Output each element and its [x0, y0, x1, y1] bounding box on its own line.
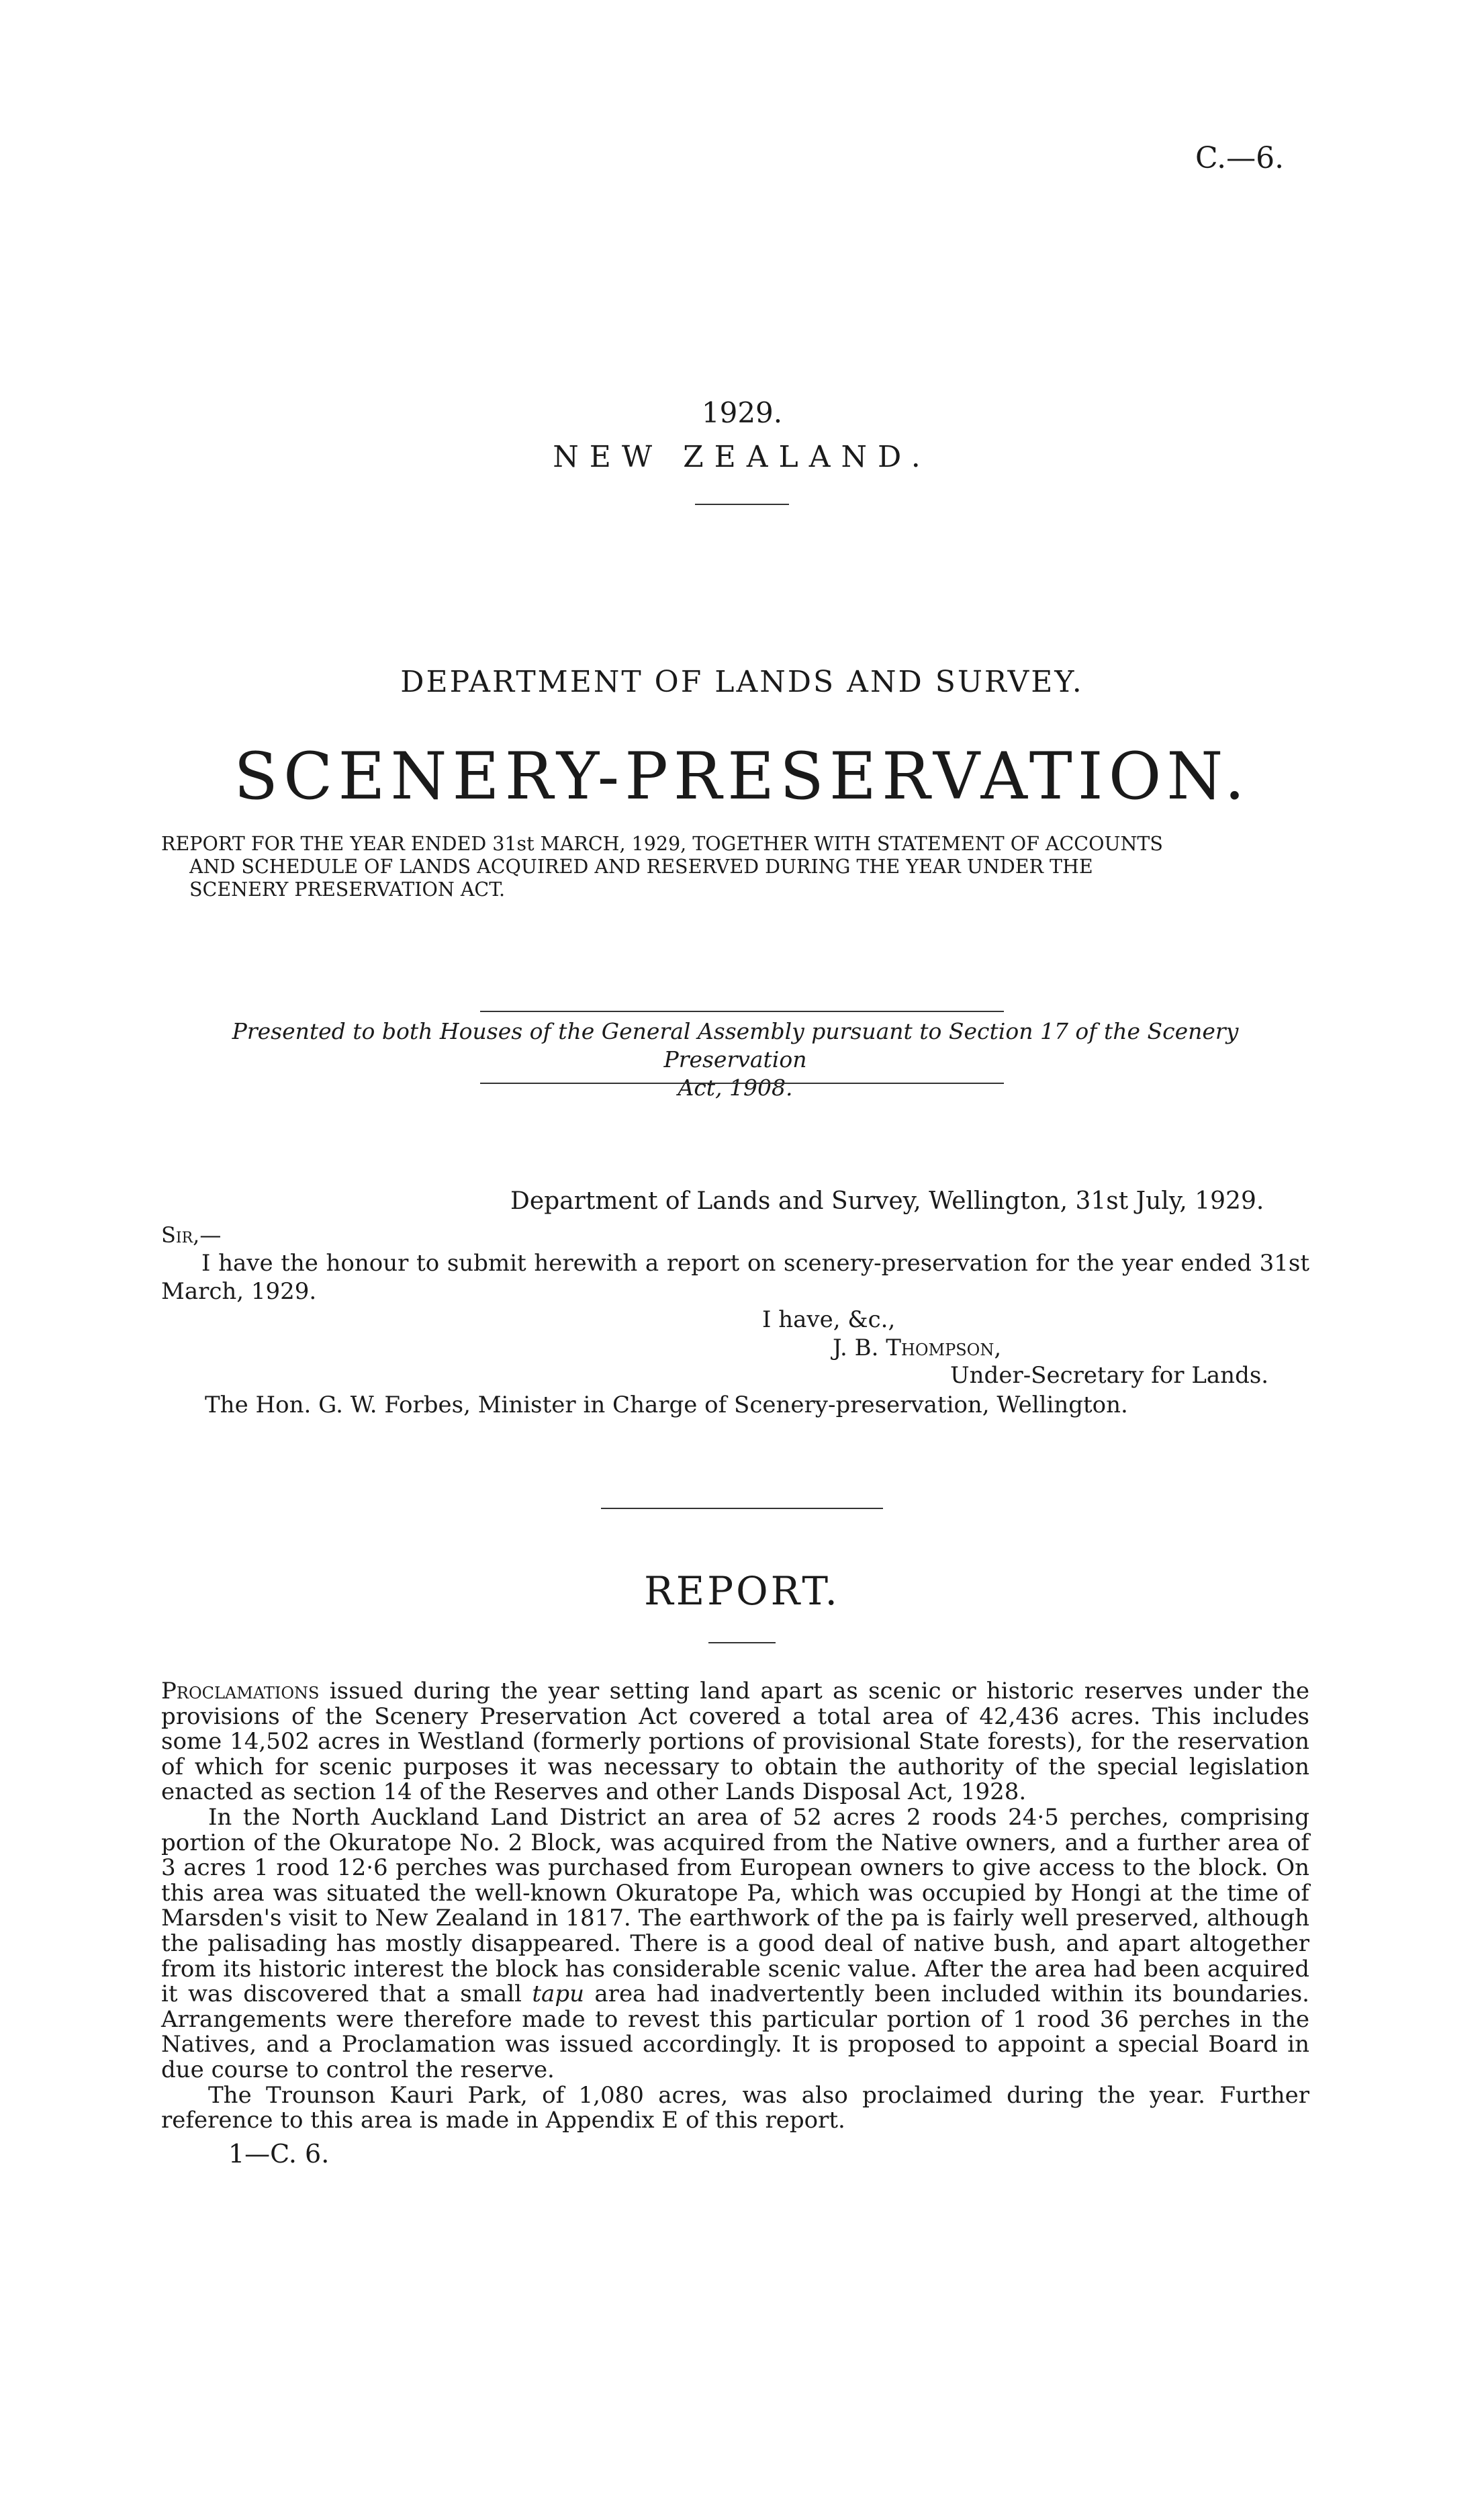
report-subtitle: [161, 833, 1309, 901]
paragraph-italic-term: tapu: [532, 1981, 584, 2008]
letter-body: I have the honour to submit herewith a report on scenery-preservation for the year ended 31st March, 1929.: [161, 1250, 1309, 1305]
letter-heading: Department of Lands and Survey, Wellington, 31st July, 1929.: [510, 1187, 1264, 1215]
subtitle-line: SCENERY PRESERVATION ACT.: [189, 878, 506, 901]
paragraph-lead: Proclamations: [161, 1678, 320, 1705]
divider-rule: [480, 1011, 1004, 1012]
letter-signatory: J. B. Thompson,: [833, 1334, 1002, 1361]
paragraph-text: area had inadvertently been included within its boundaries. Arrangements were therefore made to revest this particular portion of 1 rood 36 perches in the Natives, and a Proclamation was issued accordingly. It is proposed to appoint a special Board in due course to control the reserve.: [161, 1981, 1309, 2083]
presentation-note: [161, 1017, 1309, 1102]
subtitle-line: AND SCHEDULE OF LANDS ACQUIRED AND RESERVED DURING THE YEAR UNDER THE: [189, 856, 1093, 878]
report-heading: REPORT.: [644, 1568, 840, 1614]
divider-rule: [695, 504, 789, 505]
letter-salutation: Sir,—: [161, 1222, 222, 1248]
letter-addressee: The Hon. G. W. Forbes, Minister in Charge of Scenery-preservation, Wellington.: [205, 1392, 1128, 1418]
page-reference: C.—6.: [1195, 141, 1285, 175]
report-body: [161, 1679, 1309, 2134]
country-heading: NEW ZEALAND.: [553, 440, 931, 474]
divider-rule: [601, 1508, 883, 1509]
signatory-title: Under-Secretary for Lands.: [950, 1362, 1269, 1389]
document-title: SCENERY-PRESERVATION.: [234, 739, 1250, 814]
report-paragraph: [161, 1679, 1309, 1805]
paragraph-text: issued during the year setting land apart as scenic or historic reserves under the provisions of the Scenery Preservation Act covered a total area of 42,436 acres. This includes some 14,502 acres in Westland (formerly portions of provisional State forests), for the reservation of which for scenic purposes it was necessary to obtain the authority of the special legislation enacted as section 14 of the Reserves and other Lands Disposal Act, 1928.: [161, 1678, 1309, 1806]
footer-reference: 1—C. 6.: [228, 2139, 330, 2169]
divider-rule: [480, 1083, 1004, 1084]
subtitle-line: REPORT FOR THE YEAR ENDED 31st MARCH, 1929, TOGETHER WITH STATEMENT OF ACCOUNTS: [161, 833, 1163, 855]
divider-rule: [708, 1642, 776, 1643]
report-year: 1929.: [701, 396, 783, 429]
presentation-line: Presented to both Houses of the General Assembly pursuant to Section 17 of the Scenery Preservation: [232, 1018, 1239, 1073]
presentation-line: Act, 1908.: [678, 1075, 793, 1101]
report-paragraph: [161, 1805, 1309, 2083]
department-heading: DEPARTMENT OF LANDS AND SURVEY.: [400, 665, 1084, 699]
letter-closing: I have, &c.,: [762, 1306, 896, 1333]
report-paragraph: The Trounson Kauri Park, of 1,080 acres, was also proclaimed during the year. Further reference to this area is made in Appendix E of this report.: [161, 2081, 1309, 2134]
paragraph-text: In the North Auckland Land District an area of 52 acres 2 roods 24·5 perches, comprising portion of the Okuratope No. 2 Block, was acquired from the Native owners, and a further area of 3 acres 1 rood 12·6 perches was purchased from European owners to give access to the block. On this area was situated the well-known Okuratope Pa, which was occupied by Hongi at the time of Marsden's visit to New Zealand in 1817. The earthwork of the pa is fairly well preserved, although the palisading has mostly disappeared. There is a good deal of native bush, and apart altogether from its historic interest the block has considerable scenic value. After the area had been acquired it was discovered that a small: [161, 1803, 1309, 2008]
